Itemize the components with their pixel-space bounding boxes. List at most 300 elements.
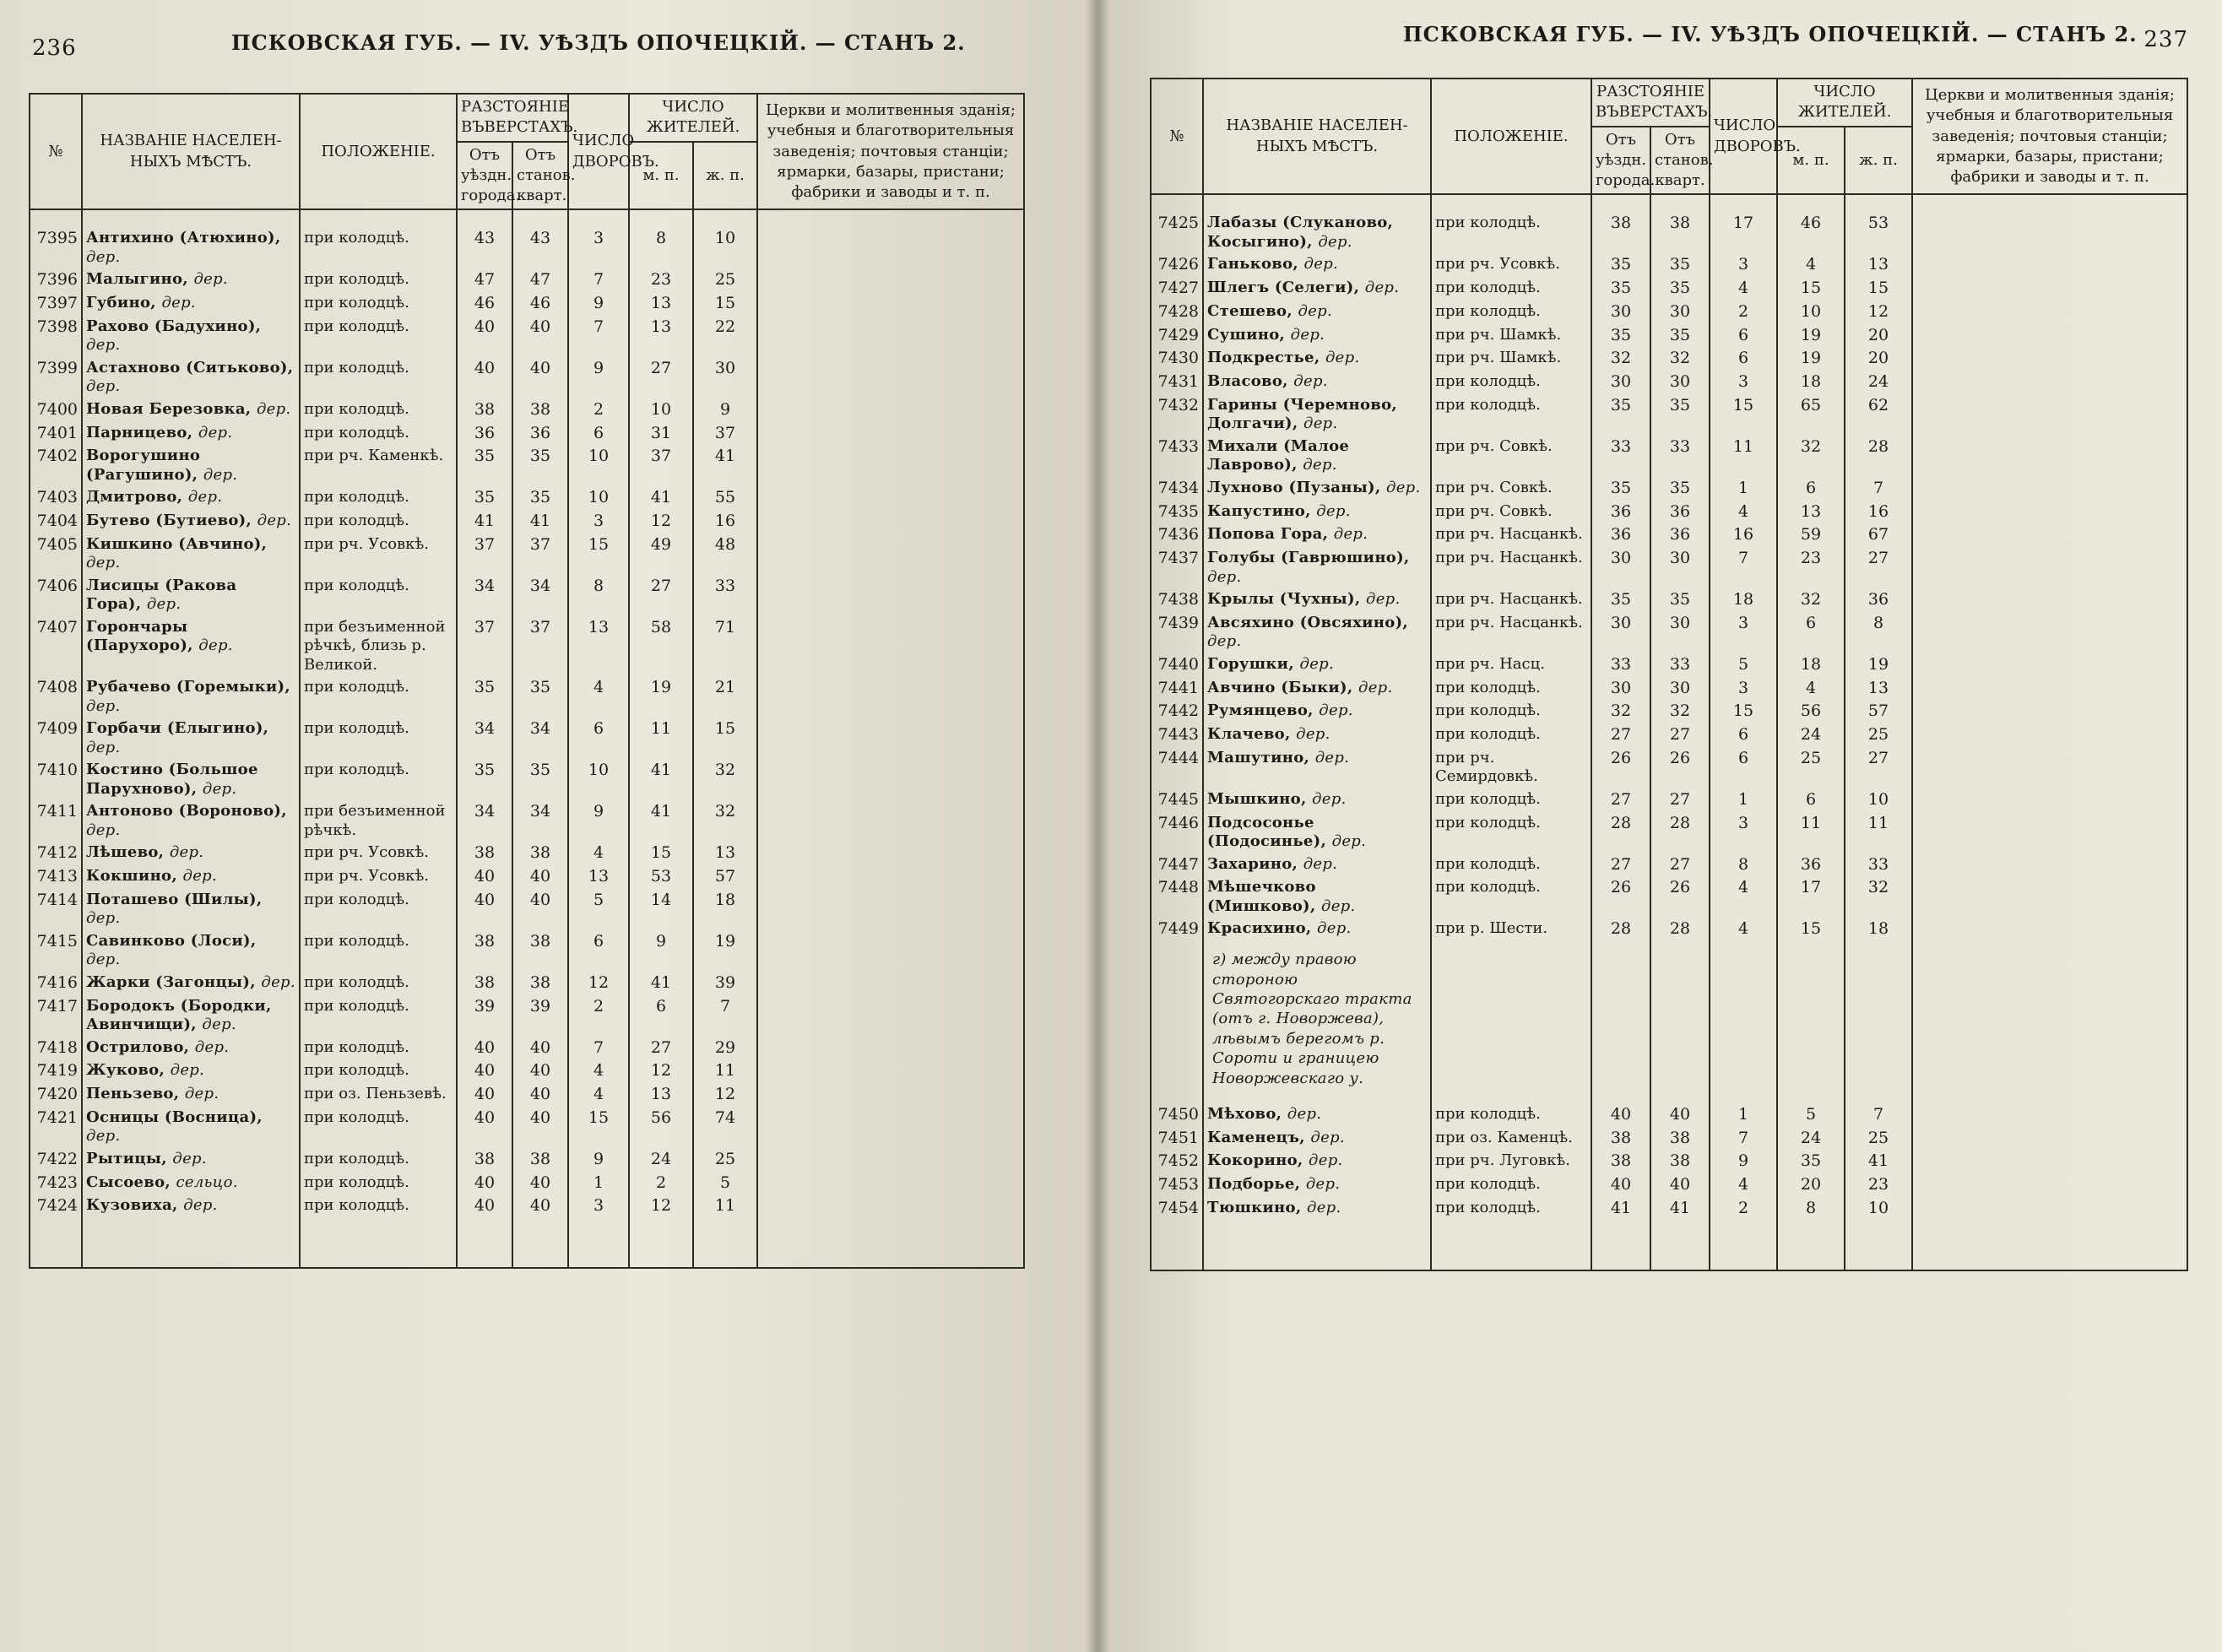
yards-count: 2 <box>568 995 629 1037</box>
place-name <box>1203 194 1431 253</box>
female-count: 25 <box>693 1148 757 1172</box>
distance-town: 38 <box>457 1148 512 1172</box>
table-row <box>1151 788 2187 812</box>
right-table-body <box>1151 194 2187 1270</box>
notes-cell <box>1912 677 2187 701</box>
place-position: при рч. Насцанкѣ. <box>1431 547 1591 588</box>
section-note-row <box>1151 941 2187 1103</box>
female-count: 55 <box>693 486 757 510</box>
row-number: 7411 <box>30 800 82 842</box>
distance-town: 33 <box>1591 436 1650 477</box>
place-kind-text: дер. <box>198 423 233 441</box>
place-position: при колодцѣ. <box>1431 1103 1591 1127</box>
row-number: 7408 <box>30 676 82 718</box>
notes-cell <box>757 486 1024 510</box>
yards-count: 13 <box>568 616 629 677</box>
row-number: 7414 <box>30 889 82 930</box>
place-kind-text: дер. <box>1314 748 1350 766</box>
female-count: 57 <box>693 865 757 889</box>
notes-cell <box>757 357 1024 398</box>
distance-stan: 26 <box>1650 876 1710 918</box>
notes-cell <box>1912 812 2187 853</box>
distance-town: 41 <box>1591 1197 1650 1270</box>
table-row <box>1151 436 2187 477</box>
male-count: 8 <box>1777 1197 1845 1270</box>
row-number: 7405 <box>30 534 82 575</box>
female-count: 11 <box>1845 812 1912 853</box>
table-row <box>30 616 1024 677</box>
distance-stan: 27 <box>1650 853 1710 877</box>
male-count: 53 <box>629 865 693 889</box>
place-position: при колодцѣ. <box>300 292 457 316</box>
distance-stan: 43 <box>512 209 568 268</box>
table-row <box>1151 918 2187 941</box>
distance-stan: 37 <box>512 534 568 575</box>
distance-stan: 40 <box>512 1083 568 1107</box>
place-kind-text: дер. <box>1298 301 1333 320</box>
distance-stan: 35 <box>1650 253 1710 277</box>
female-count: 23 <box>1845 1173 1912 1197</box>
table-row <box>30 534 1024 575</box>
place-kind-text: дер. <box>202 779 237 798</box>
row-number: 7395 <box>30 209 82 268</box>
place-name-text: Лѣшево, <box>86 843 165 862</box>
place-name <box>1203 1127 1431 1151</box>
distance-stan: 35 <box>1650 324 1710 348</box>
place-position: при колодцѣ. <box>300 316 457 357</box>
row-number: 7415 <box>30 930 82 972</box>
place-name <box>1203 1103 1431 1127</box>
place-name-text: Мѣшечково (Мишково), <box>1207 878 1316 915</box>
row-number: 7397 <box>30 292 82 316</box>
place-position: при колодцѣ. <box>1431 876 1591 918</box>
female-count: 7 <box>1845 477 1912 501</box>
row-number: 7452 <box>1151 1150 1203 1173</box>
distance-town: 35 <box>1591 588 1650 612</box>
yards-count: 3 <box>1710 253 1777 277</box>
female-count: 24 <box>1845 371 1912 394</box>
notes-cell <box>757 616 1024 677</box>
place-name <box>1203 677 1431 701</box>
place-name <box>82 718 300 759</box>
male-count: 19 <box>629 676 693 718</box>
place-kind-text: дер. <box>1316 501 1351 520</box>
row-number: 7430 <box>1151 347 1203 371</box>
distance-town: 35 <box>457 486 512 510</box>
distance-town: 30 <box>1591 677 1650 701</box>
female-count: 10 <box>1845 788 1912 812</box>
place-name <box>1203 394 1431 436</box>
distance-town: 32 <box>1591 700 1650 723</box>
place-name <box>1203 700 1431 723</box>
male-count: 14 <box>629 889 693 930</box>
empty-cell <box>1912 941 2187 1103</box>
place-name-text: Рахово (Бадухино), <box>86 317 262 335</box>
place-kind-text: дер. <box>187 488 223 506</box>
male-count: 24 <box>629 1148 693 1172</box>
table-row <box>30 268 1024 292</box>
place-name <box>1203 918 1431 941</box>
notes-cell <box>1912 253 2187 277</box>
yards-count: 9 <box>568 1148 629 1172</box>
distance-stan: 32 <box>1650 347 1710 371</box>
distance-town: 37 <box>457 616 512 677</box>
col-distance-header: РАЗСТОЯНІЕ ВЪВЕРСТАХЪ. <box>457 94 568 142</box>
distance-town: 26 <box>1591 747 1650 788</box>
distance-town: 27 <box>1591 853 1650 877</box>
yards-count: 2 <box>568 398 629 422</box>
female-count: 71 <box>693 616 757 677</box>
yards-count: 4 <box>568 1083 629 1107</box>
place-name <box>82 292 300 316</box>
place-name <box>1203 371 1431 394</box>
col-inhabitants-header: ЧИСЛО ЖИТЕЛЕЙ. <box>1777 79 1912 127</box>
place-position: при рч. Усовкѣ. <box>300 534 457 575</box>
row-number: 7454 <box>1151 1197 1203 1270</box>
table-row <box>30 995 1024 1037</box>
row-number: 7426 <box>1151 253 1203 277</box>
distance-town: 37 <box>457 534 512 575</box>
place-name <box>82 510 300 534</box>
place-name <box>1203 723 1431 747</box>
table-row <box>30 398 1024 422</box>
yards-count: 8 <box>1710 853 1777 877</box>
place-position: при колодцѣ. <box>1431 812 1591 853</box>
notes-cell <box>757 1148 1024 1172</box>
row-number: 7400 <box>30 398 82 422</box>
female-count: 53 <box>1845 194 1912 253</box>
place-kind-text: дер. <box>86 951 121 969</box>
female-count: 30 <box>693 357 757 398</box>
female-count: 33 <box>693 575 757 616</box>
male-count: 32 <box>1777 436 1845 477</box>
male-count: 18 <box>1777 371 1845 394</box>
row-number: 7442 <box>1151 700 1203 723</box>
male-count: 13 <box>629 292 693 316</box>
notes-cell <box>1912 1103 2187 1127</box>
notes-cell <box>1912 1197 2187 1270</box>
yards-count: 13 <box>568 865 629 889</box>
place-name-text: Ганьково, <box>1207 255 1298 274</box>
place-kind-text: дер. <box>170 1061 205 1080</box>
notes-cell <box>757 930 1024 972</box>
place-kind-text: дер. <box>86 1127 121 1146</box>
yards-count: 7 <box>568 316 629 357</box>
table-row <box>1151 677 2187 701</box>
male-count: 32 <box>1777 588 1845 612</box>
male-count: 11 <box>629 718 693 759</box>
table-row <box>30 718 1024 759</box>
place-position: при колодцѣ. <box>1431 677 1591 701</box>
place-name-text: Власово, <box>1207 372 1288 391</box>
table-row <box>30 292 1024 316</box>
place-position: при колодцѣ. <box>300 268 457 292</box>
notes-cell <box>757 398 1024 422</box>
notes-cell <box>1912 301 2187 324</box>
distance-town: 27 <box>1591 723 1650 747</box>
table-row <box>30 422 1024 446</box>
distance-town: 38 <box>457 398 512 422</box>
distance-stan: 38 <box>512 398 568 422</box>
table-row <box>1151 347 2187 371</box>
female-count: 8 <box>1845 612 1912 653</box>
notes-cell <box>757 1107 1024 1148</box>
place-name <box>1203 588 1431 612</box>
row-number: 7451 <box>1151 1127 1203 1151</box>
row-number: 7419 <box>30 1059 82 1083</box>
male-count: 27 <box>629 575 693 616</box>
place-position: при колодцѣ. <box>1431 1173 1591 1197</box>
male-count: 49 <box>629 534 693 575</box>
table-row <box>1151 501 2187 524</box>
distance-stan: 26 <box>1650 747 1710 788</box>
place-kind-text: дер. <box>1207 567 1242 586</box>
yards-count: 4 <box>1710 1173 1777 1197</box>
place-position: при колодцѣ. <box>300 1059 457 1083</box>
place-name-text: Машутино, <box>1207 748 1310 766</box>
male-count: 11 <box>1777 812 1845 853</box>
place-name-text: Новая Березовка, <box>86 399 252 418</box>
notes-cell <box>757 889 1024 930</box>
place-kind-text: дер. <box>1364 279 1400 297</box>
distance-stan: 38 <box>1650 1150 1710 1173</box>
place-name-text: Горончары (Парухоро), <box>86 617 193 655</box>
table-row <box>30 1083 1024 1107</box>
place-name-text: Сысоево, <box>86 1173 171 1191</box>
row-number: 7439 <box>1151 612 1203 653</box>
distance-stan: 30 <box>1650 371 1710 394</box>
row-number: 7444 <box>1151 747 1203 788</box>
table-row <box>30 1194 1024 1268</box>
distance-stan: 33 <box>1650 436 1710 477</box>
distance-town: 36 <box>1591 523 1650 547</box>
place-name <box>82 759 300 800</box>
male-count: 19 <box>1777 324 1845 348</box>
distance-stan: 35 <box>512 445 568 486</box>
place-name-text: Рытицы, <box>86 1149 167 1167</box>
place-name <box>1203 653 1431 677</box>
place-name-text: Шлегъ (Селеги), <box>1207 279 1360 297</box>
place-name-text: Подкрестье, <box>1207 349 1320 367</box>
table-row <box>1151 547 2187 588</box>
notes-cell <box>757 972 1024 995</box>
distance-stan: 40 <box>512 1194 568 1268</box>
female-count: 39 <box>693 972 757 995</box>
yards-count: 2 <box>1710 1197 1777 1270</box>
row-number: 7447 <box>1151 853 1203 877</box>
place-name <box>1203 788 1431 812</box>
right-page-number: 237 <box>2143 27 2188 52</box>
table-row <box>1151 700 2187 723</box>
place-kind-text: дер. <box>86 554 121 572</box>
female-count: 15 <box>693 292 757 316</box>
male-count: 6 <box>629 995 693 1037</box>
empty-cell <box>1710 941 1777 1103</box>
distance-stan: 27 <box>1650 723 1710 747</box>
table-row <box>30 800 1024 842</box>
place-name-text: Парницево, <box>86 423 193 441</box>
empty-cell <box>1777 941 1845 1103</box>
place-name-text: Голубы (Гаврюшино), <box>1207 549 1410 567</box>
female-count: 21 <box>693 676 757 718</box>
place-name <box>82 676 300 718</box>
distance-stan: 38 <box>1650 1127 1710 1151</box>
female-count: 13 <box>693 842 757 865</box>
row-number: 7434 <box>1151 477 1203 501</box>
male-count: 27 <box>629 357 693 398</box>
distance-town: 34 <box>457 800 512 842</box>
place-position: при рч. Усовкѣ. <box>1431 253 1591 277</box>
table-row <box>1151 324 2187 348</box>
place-name-text: Бутево (Бутиево), <box>86 512 252 530</box>
place-position: при рч. Совкѣ. <box>1431 501 1591 524</box>
row-number: 7410 <box>30 759 82 800</box>
male-count: 20 <box>1777 1173 1845 1197</box>
female-count: 13 <box>1845 253 1912 277</box>
yards-count: 9 <box>568 292 629 316</box>
row-number: 7449 <box>1151 918 1203 941</box>
empty-cell <box>1431 941 1591 1103</box>
table-row <box>1151 747 2187 788</box>
yards-count: 7 <box>568 1037 629 1060</box>
place-name-text: Клачево, <box>1207 725 1291 744</box>
place-name-text: Захарино, <box>1207 854 1298 873</box>
distance-town: 40 <box>457 1083 512 1107</box>
female-count: 11 <box>693 1194 757 1268</box>
female-count: 32 <box>1845 876 1912 918</box>
notes-cell <box>1912 588 2187 612</box>
place-kind-text: дер. <box>184 1085 219 1103</box>
distance-town: 38 <box>1591 194 1650 253</box>
distance-town: 41 <box>457 510 512 534</box>
place-position: при колодцѣ. <box>300 1107 457 1148</box>
place-kind-text: дер. <box>193 270 228 289</box>
col-distance-header: РАЗСТОЯНІЕ ВЪВЕРСТАХЪ. <box>1591 79 1710 127</box>
place-kind-text: дер. <box>1333 525 1368 544</box>
col-dist-town-header: Отъ уѣздн. города. <box>457 142 512 210</box>
distance-stan: 40 <box>1650 1103 1710 1127</box>
female-count: 12 <box>693 1083 757 1107</box>
table-row <box>1151 277 2187 301</box>
row-number: 7438 <box>1151 588 1203 612</box>
table-row <box>1151 853 2187 877</box>
notes-cell <box>757 676 1024 718</box>
table-row <box>1151 612 2187 653</box>
place-name <box>82 1172 300 1195</box>
distance-town: 40 <box>457 889 512 930</box>
place-name <box>1203 501 1431 524</box>
yards-count: 3 <box>1710 677 1777 701</box>
row-number: 7437 <box>1151 547 1203 588</box>
yards-count: 10 <box>568 486 629 510</box>
notes-cell <box>1912 876 2187 918</box>
place-name <box>82 1194 300 1268</box>
female-count: 20 <box>1845 347 1912 371</box>
notes-cell <box>757 422 1024 446</box>
distance-town: 35 <box>457 676 512 718</box>
male-count: 46 <box>1777 194 1845 253</box>
row-number: 7453 <box>1151 1173 1203 1197</box>
notes-cell <box>1912 1150 2187 1173</box>
place-position: при рч. Семирдовкѣ. <box>1431 747 1591 788</box>
distance-stan: 30 <box>1650 547 1710 588</box>
table-row <box>30 1148 1024 1172</box>
place-name <box>1203 812 1431 853</box>
place-kind-text: дер. <box>183 1196 218 1215</box>
notes-cell <box>757 1194 1024 1268</box>
distance-town: 38 <box>1591 1127 1650 1151</box>
notes-cell <box>757 292 1024 316</box>
place-name <box>1203 477 1431 501</box>
place-name <box>82 398 300 422</box>
table-row <box>1151 1197 2187 1270</box>
notes-cell <box>757 209 1024 268</box>
place-position: при колодцѣ. <box>1431 788 1591 812</box>
place-position: при р. Шести. <box>1431 918 1591 941</box>
female-count: 62 <box>1845 394 1912 436</box>
place-kind-text: дер. <box>169 843 204 862</box>
place-name-text: Антоново (Вороново), <box>86 802 287 821</box>
place-name <box>1203 347 1431 371</box>
place-name-text: Стешево, <box>1207 301 1293 320</box>
distance-stan: 35 <box>512 759 568 800</box>
place-name-text: Кокшино, <box>86 867 177 886</box>
place-name-text: Капустино, <box>1207 501 1311 520</box>
male-count: 58 <box>629 616 693 677</box>
female-count: 29 <box>693 1037 757 1060</box>
distance-town: 28 <box>1591 812 1650 853</box>
yards-count: 3 <box>568 1194 629 1268</box>
distance-town: 30 <box>1591 612 1650 653</box>
row-number <box>1151 941 1203 1103</box>
place-position: при рч. Насцанкѣ. <box>1431 523 1591 547</box>
female-count: 15 <box>1845 277 1912 301</box>
place-position: при безъименной рѣчкѣ, близь р. Великой. <box>300 616 457 677</box>
distance-stan: 30 <box>1650 677 1710 701</box>
male-count: 41 <box>629 486 693 510</box>
place-position: при колодцѣ. <box>300 1194 457 1268</box>
notes-cell <box>757 510 1024 534</box>
distance-town: 40 <box>1591 1173 1650 1197</box>
place-name-text: Авсяхино (Овсяхино), <box>1207 613 1408 631</box>
place-name <box>82 1059 300 1083</box>
yards-count: 6 <box>1710 747 1777 788</box>
distance-town: 40 <box>1591 1103 1650 1127</box>
place-name <box>1203 1150 1431 1173</box>
place-position: при колодцѣ. <box>1431 277 1591 301</box>
place-position: при колодцѣ. <box>1431 394 1591 436</box>
place-position: при колодцѣ. <box>300 972 457 995</box>
yards-count: 1 <box>1710 1103 1777 1127</box>
notes-cell <box>1912 194 2187 253</box>
row-number: 7399 <box>30 357 82 398</box>
yards-count: 5 <box>1710 653 1777 677</box>
row-number: 7450 <box>1151 1103 1203 1127</box>
female-count: 32 <box>693 759 757 800</box>
place-position: при колодцѣ. <box>300 209 457 268</box>
place-kind-text: дер. <box>1318 232 1352 251</box>
distance-stan: 35 <box>512 676 568 718</box>
female-count: 12 <box>1845 301 1912 324</box>
male-count: 13 <box>629 316 693 357</box>
place-position: при колодцѣ. <box>300 486 457 510</box>
row-number: 7407 <box>30 616 82 677</box>
male-count: 35 <box>1777 1150 1845 1173</box>
distance-town: 35 <box>1591 253 1650 277</box>
yards-count: 4 <box>568 1059 629 1083</box>
place-name-text: Лабазы (Слуканово, Косыгино), <box>1207 214 1394 251</box>
yards-count: 6 <box>1710 723 1777 747</box>
